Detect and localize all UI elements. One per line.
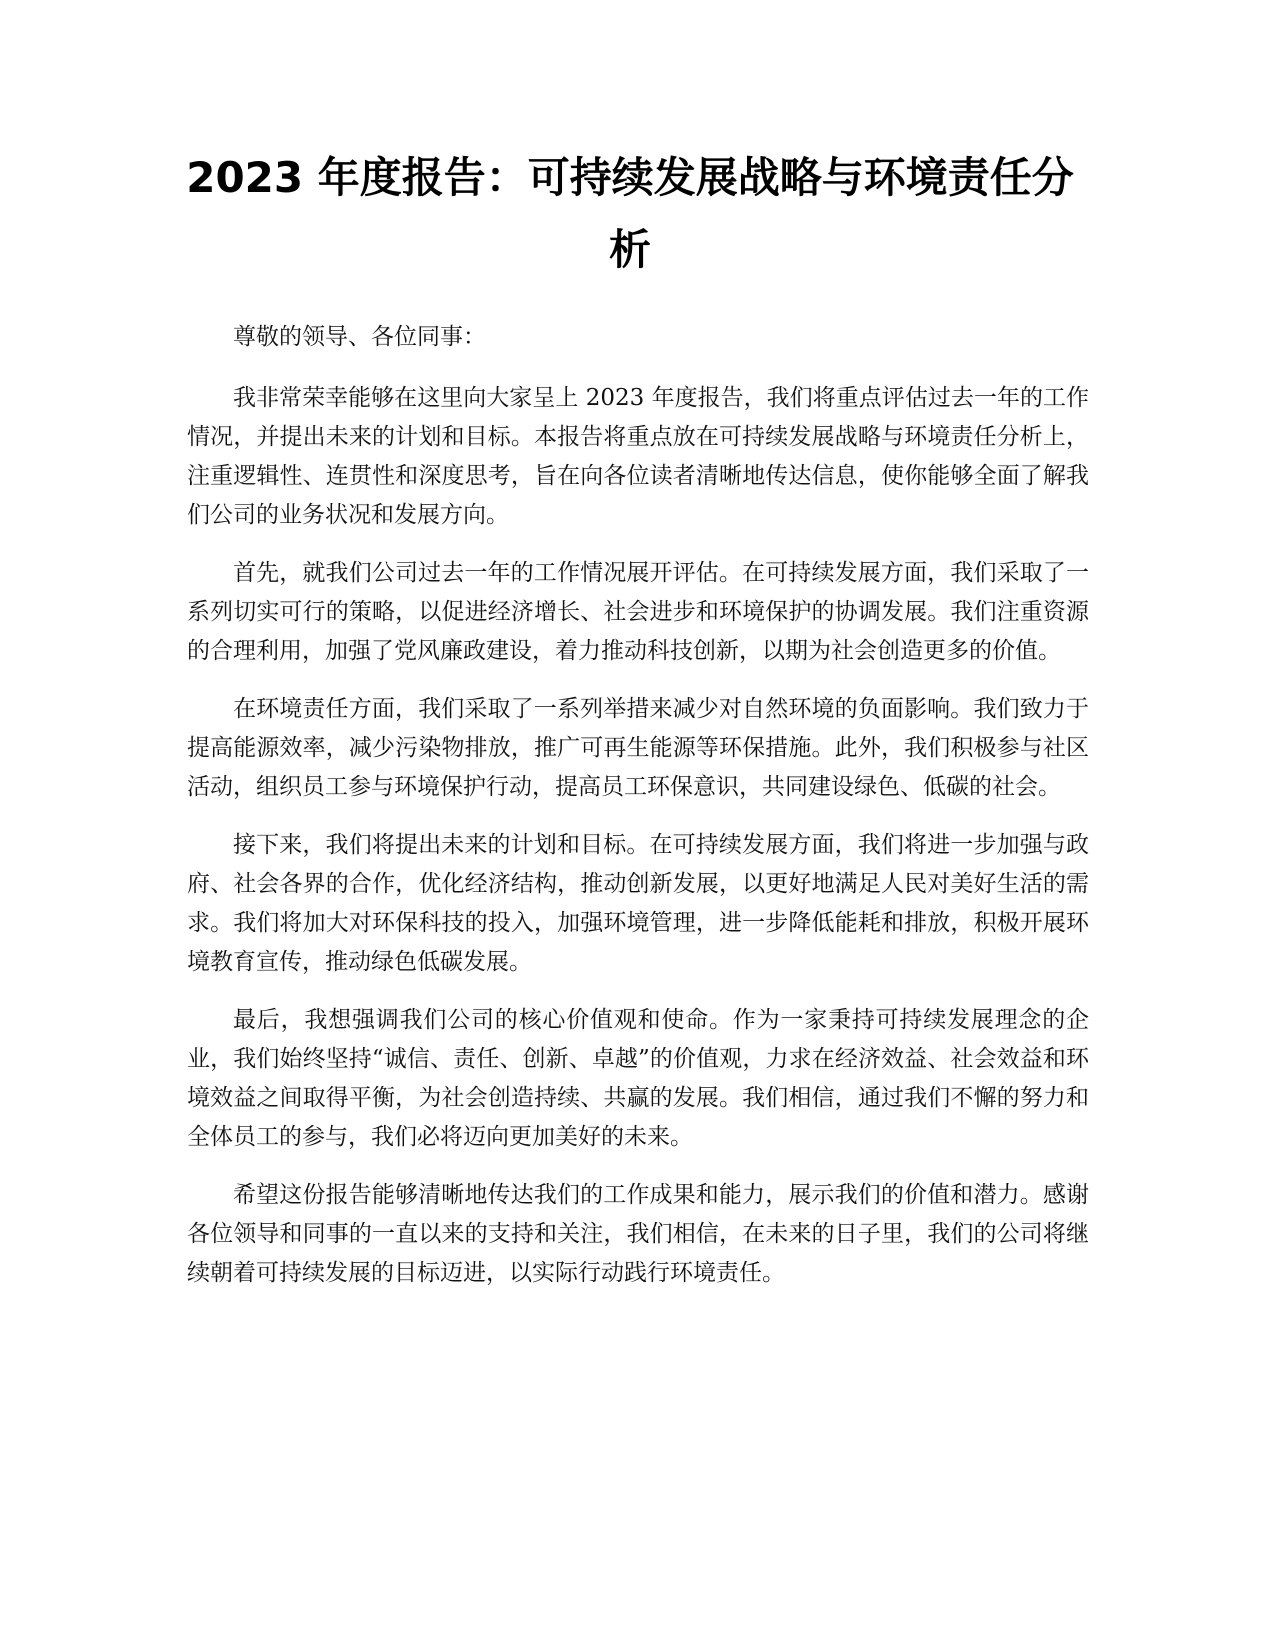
paragraph-intro: 我非常荣幸能够在这里向大家呈上 2023 年度报告，我们将重点评估过去一年的工作情况，并提出未来的计划和目标。本报告将重点放在可持续发展战略与环境责任分析上，注重逻辑性、连贯性和深度思考，旨在向各位读者清晰地传达信息，使你能够全面了解我们公司的业务状况和发展方向。 — [187, 385, 1089, 528]
document-title: 2023 年度报告：可持续发展战略与环境责任分析 — [186, 153, 1074, 274]
document-body — [187, 318, 1089, 1312]
paragraph-closing: 希望这份报告能够清晰地传达我们的工作成果和能力，展示我们的价值和潜力。感谢各位领导和同事的一直以来的支持和关注，我们相信，在未来的日子里，我们的公司将继续朝着可持续发展的目标迈进，以实际行动践行环境责任。 — [187, 1182, 1089, 1286]
salutation: 尊敬的领导、各位同事： — [233, 324, 486, 350]
paragraph-evaluation: 首先，就我们公司过去一年的工作情况展开评估。在可持续发展方面，我们采取了一系列切实可行的策略，以促进经济增长、社会进步和环境保护的协调发展。我们注重资源的合理利用，加强了党风廉政建设，着力推动科技创新，以期为社会创造更多的价值。 — [187, 560, 1089, 664]
paragraph-environment: 在环境责任方面，我们采取了一系列举措来减少对自然环境的负面影响。我们致力于提高能源效率，减少污染物排放，推广可再生能源等环保措施。此外，我们积极参与社区活动，组织员工参与环境保护行动，提高员工环保意识，共同建设绿色、低碳的社会。 — [187, 696, 1089, 800]
paragraph-values: 最后，我想强调我们公司的核心价值观和使命。作为一家秉持可持续发展理念的企业，我们始终坚持“诚信、责任、创新、卓越”的价值观，力求在经济效益、社会效益和环境效益之间取得平衡，为社会创造持续、共赢的发展。我们相信，通过我们不懈的努力和全体员工的参与，我们必将迈向更加美好的未来。 — [187, 1007, 1089, 1150]
paragraph-plans: 接下来，我们将提出未来的计划和目标。在可持续发展方面，我们将进一步加强与政府、社会各界的合作，优化经济结构，推动创新发展，以更好地满足人民对美好生活的需求。我们将加大对环保科技的投入，加强环境管理，进一步降低能耗和排放，积极开展环境教育宣传，推动绿色低碳发展。 — [187, 832, 1089, 975]
